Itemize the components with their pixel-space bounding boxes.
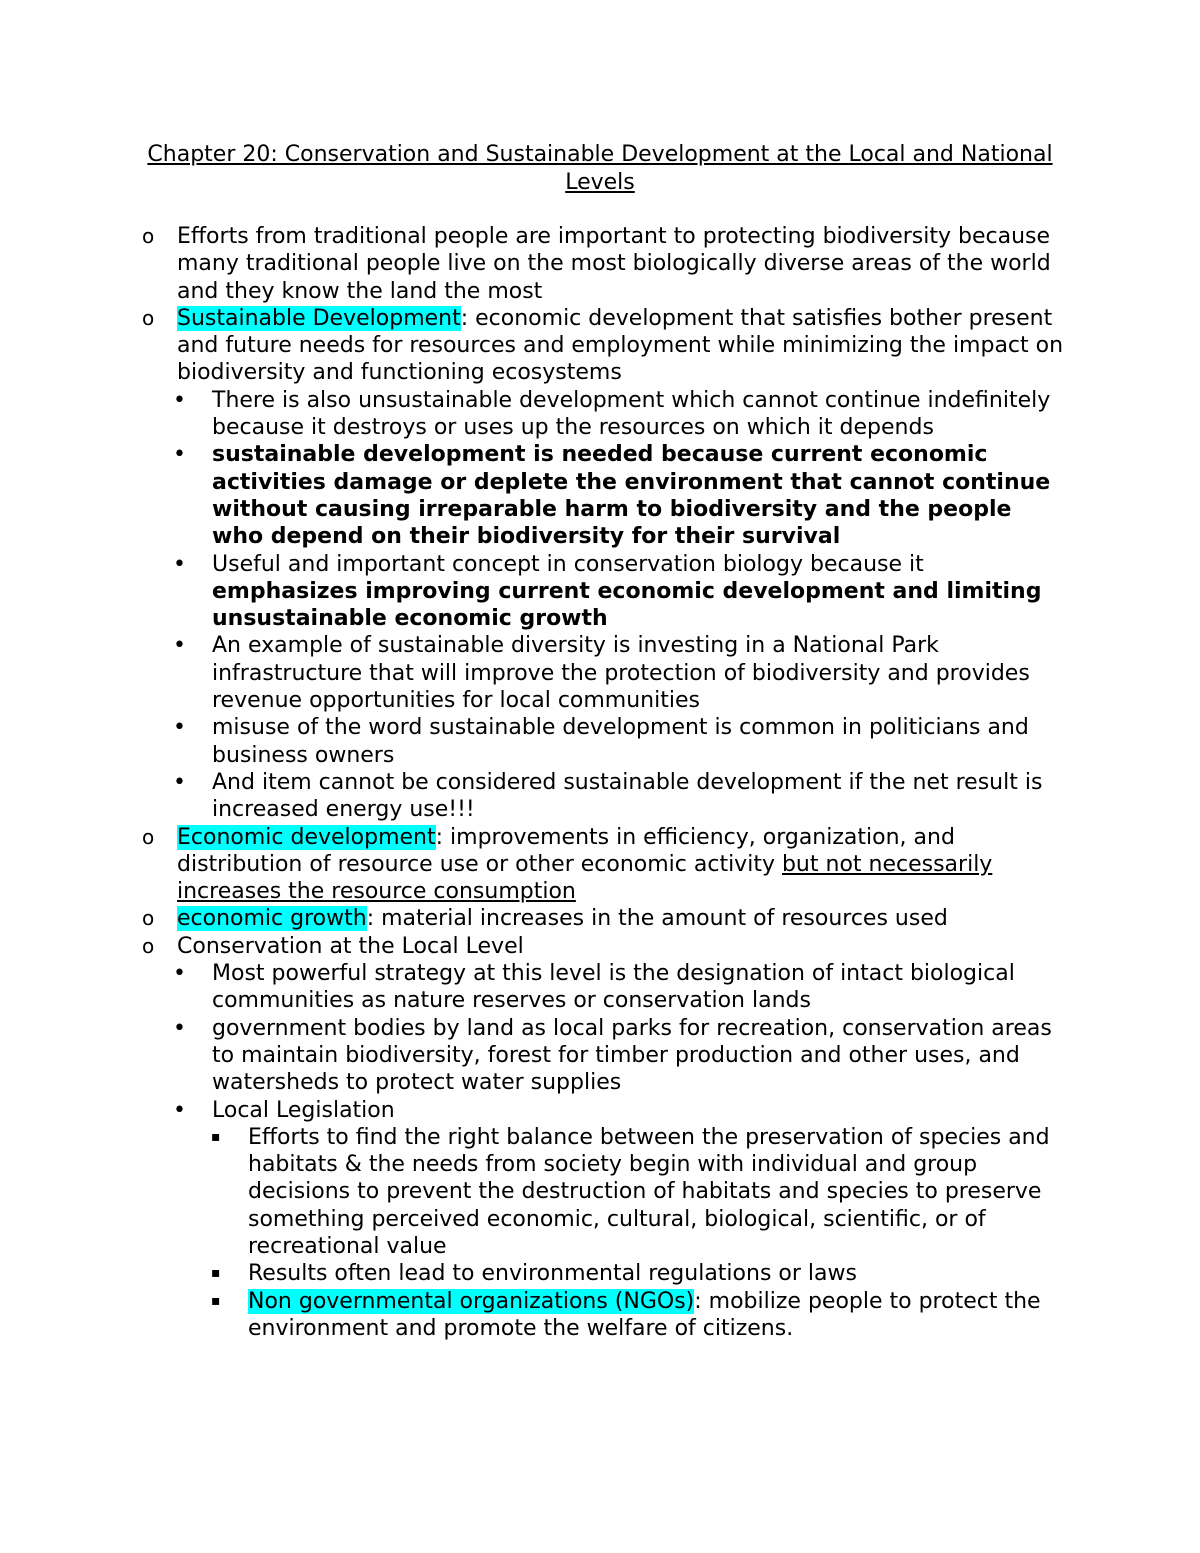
list-item	[0, 305, 1200, 387]
item-text: Useful and important concept in conservation biology because it	[212, 551, 924, 577]
list-item	[0, 960, 1200, 1015]
item-text: : improvements in efficiency, organization, and distribution of resource use or other economic activity	[177, 824, 955, 877]
list-item	[0, 1260, 1200, 1287]
bold-text: emphasizes improving current economic development and limiting unsustainable economic growth	[212, 578, 1042, 632]
item-text: : economic development that satisfies bother present and future needs for resources and employment while minimizing the impact on biodiversity and functioning ecosystems	[177, 305, 1064, 386]
bullet-icon: •	[173, 551, 186, 577]
list-item	[0, 632, 1200, 714]
item-text: And item cannot be considered sustainable development if the net result is increased energy use!!!	[212, 769, 1043, 823]
bullet-icon: •	[173, 715, 186, 741]
square-bullet-icon: ▪	[211, 1292, 221, 1309]
list-item	[0, 1015, 1200, 1097]
list-item	[0, 714, 1200, 769]
item-text: : material increases in the amount of resources used	[366, 906, 948, 932]
list-item	[0, 223, 1200, 305]
item-text: Efforts to find the right balance between the preservation of species and habitats & the needs from society begin with individual and group decisions to prevent the destruction of habitats and species to preserve something perceived economic, cultural, biological, scientific, or of recreational value	[248, 1124, 1050, 1259]
list-item	[0, 1097, 1200, 1124]
list-item	[0, 824, 1200, 906]
list-item	[0, 1124, 1200, 1260]
highlighted-term: Sustainable Development	[177, 305, 461, 331]
circle-bullet-icon: o	[142, 224, 155, 248]
list-item	[0, 551, 1200, 633]
bullet-icon: •	[173, 633, 186, 659]
bullet-icon: •	[173, 961, 186, 987]
item-text: government bodies by land as local parks for recreation, conservation areas to maintain biodiversity, forest for timber production and other uses, and watersheds to protect water supplies	[212, 1015, 1052, 1096]
list-item	[0, 441, 1200, 550]
list-item	[0, 387, 1200, 442]
document-title: Chapter 20: Conservation and Sustainable Development at the Local and National Levels	[147, 142, 1053, 195]
item-text: : mobilize people to protect the environment and promote the welfare of citizens.	[248, 1288, 1041, 1341]
circle-bullet-icon: o	[142, 824, 155, 849]
list-item	[0, 933, 1200, 960]
circle-bullet-icon: o	[142, 933, 155, 958]
item-text: There is also unsustainable development which cannot continue indefinitely because it destroys or uses up the resources on which it depends	[212, 387, 1051, 441]
square-bullet-icon: ▪	[211, 1128, 221, 1145]
bullet-icon: •	[173, 1097, 186, 1123]
circle-bullet-icon: o	[142, 906, 155, 931]
item-text: Efforts from traditional people are important to protecting biodiversity because many traditional people live on the most biologically diverse areas of the world and they know the land the most	[177, 224, 1051, 304]
bullet-icon: •	[173, 1015, 186, 1041]
circle-bullet-icon: o	[142, 305, 155, 330]
highlighted-term: Economic development	[177, 824, 436, 850]
underlined-text: but not necessarily increases the resource consumption	[177, 851, 993, 905]
bullet-icon: •	[173, 442, 186, 468]
list-item	[0, 769, 1200, 824]
item-text: An example of sustainable diversity is investing in a National Park infrastructure that will improve the protection of biodiversity and provides revenue opportunities for local communities	[212, 633, 1030, 714]
square-bullet-icon: ▪	[211, 1265, 221, 1282]
item-text: Local Legislation	[212, 1097, 395, 1123]
item-text: Conservation at the Local Level	[177, 933, 524, 959]
highlighted-term: economic growth	[177, 906, 367, 932]
item-text: Most powerful strategy at this level is the designation of intact biological communities as nature reserves or conservation lands	[212, 961, 1015, 1014]
item-text: Results often lead to environmental regulations or laws	[248, 1261, 857, 1287]
list-item	[0, 1288, 1200, 1343]
highlighted-term: Non governmental organizations (NGOs)	[248, 1288, 695, 1314]
bullet-icon: •	[173, 387, 186, 413]
item-text: misuse of the word sustainable development is common in politicians and business owners	[212, 715, 1029, 768]
bold-text: sustainable development is needed because current economic activities damage or deplete the environment that cannot continue without causing irreparable harm to biodiversity and the people who depend on their biodiversity for their survival	[212, 442, 1051, 550]
document-body	[0, 223, 1200, 1342]
bullet-icon: •	[173, 769, 186, 795]
list-item	[0, 905, 1200, 932]
